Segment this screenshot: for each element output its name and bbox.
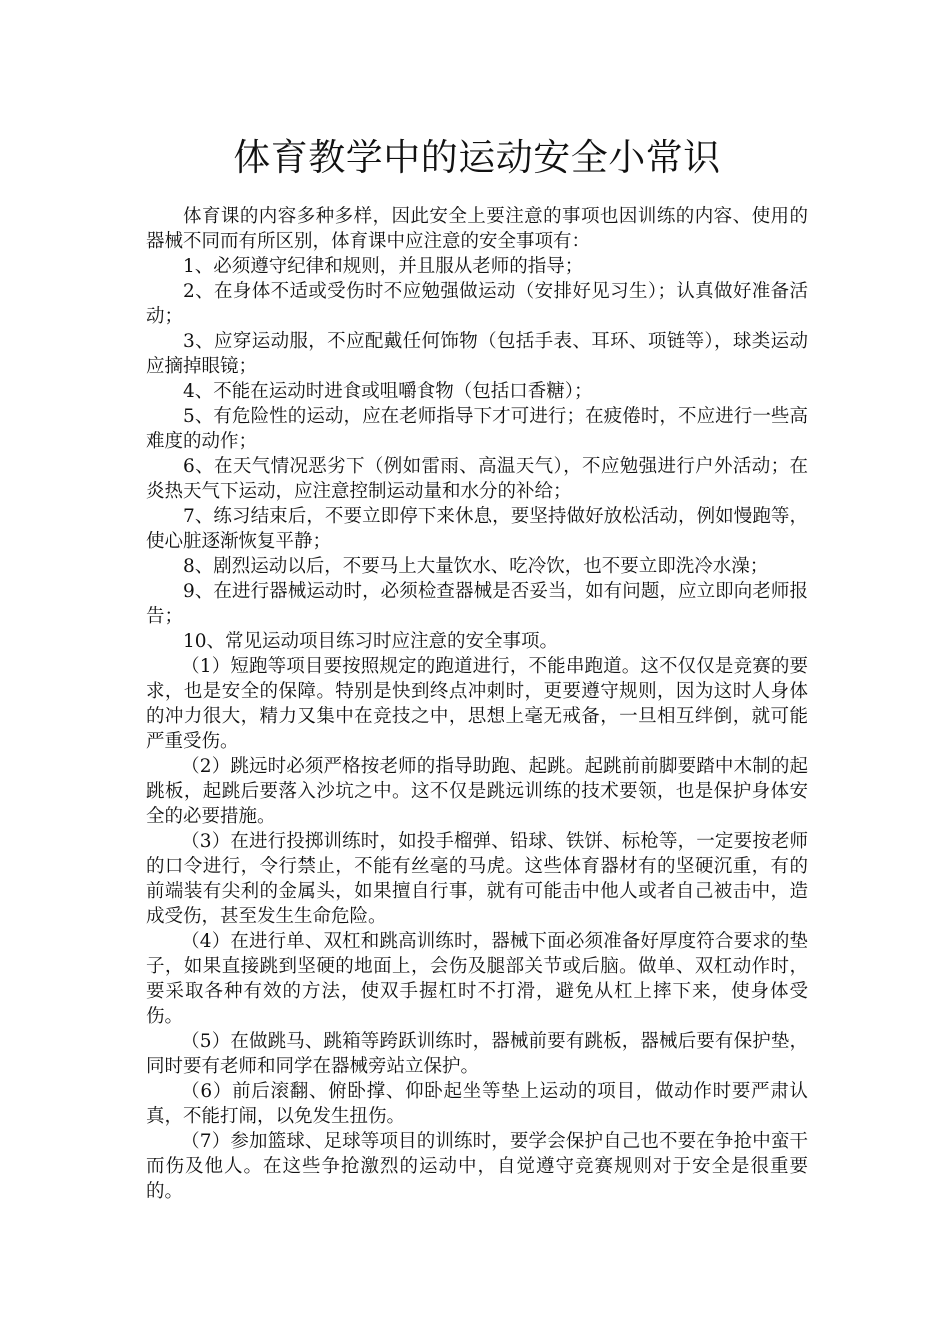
rule-item-4: 4、不能在运动时进食或咀嚼食物（包括口香糖）； [183,381,593,402]
document-page [146,130,808,1204]
sub-item-3: （3）在进行投掷训练时，如投手榴弹、铅球、铁饼、标枪等，一定要按老师的口令进行，令行禁止，不能有丝毫的马虎。这些体育器材有的坚硬沉重，有的前端装有尖利的金属头，如果擅自行事，就有可能击中他人或者自己被击中，造成受伤，甚至发生生命危险。 [146,831,808,927]
rule-item-7: 7、练习结束后，不要立即停下来休息，要坚持做好放松活动，例如慢跑等，使心脏逐渐恢复平静； [146,506,808,552]
sub-item-1: （1）短跑等项目要按照规定的跑道进行，不能串跑道。这不仅仅是竞赛的要求，也是安全的保障。特别是快到终点冲刺时，更要遵守规则，因为这时人身体的冲力很大，精力又集中在竞技之中，思想上毫无戒备，一旦相互绊倒，就可能严重受伤。 [146,656,808,752]
rule-item-1: 1、必须遵守纪律和规则，并且服从老师的指导； [183,256,584,277]
page-title: 体育教学中的运动安全小常识 [233,136,721,179]
sub-item-4: （4）在进行单、双杠和跳高训练时，器械下面必须准备好厚度符合要求的垫子，如果直接跳到坚硬的地面上，会伤及腿部关节或后脑。做单、双杠动作时，要采取各种有效的方法，使双手握杠时不打滑，避免从杠上摔下来，使身体受伤。 [146,931,808,1027]
sub-item-7: （7）参加篮球、足球等项目的训练时，要学会保护自己也不要在争抢中蛮干而伤及他人。在这些争抢激烈的运动中，自觉遵守竞赛规则对于安全是很重要的。 [146,1131,808,1202]
intro-paragraph: 体育课的内容多种多样，因此安全上要注意的事项也因训练的内容、使用的器械不同而有所区别，体育课中应注意的安全事项有： [146,206,808,252]
rule-item-5: 5、有危险性的运动，应在老师指导下才可进行；在疲倦时，不应进行一些高难度的动作； [146,406,808,452]
rule-item-8: 8、剧烈运动以后，不要马上大量饮水、吃冷饮，也不要立即洗冷水澡； [183,556,769,577]
rule-item-6: 6、在天气情况恶劣下（例如雷雨、高温天气），不应勉强进行户外活动；在炎热天气下运动，应注意控制运动量和水分的补给； [146,456,808,502]
document-body [146,204,808,1204]
rule-item-9: 9、在进行器械运动时，必须检查器械是否妥当，如有问题，应立即向老师报告； [146,581,808,627]
rule-item-10: 10、常见运动项目练习时应注意的安全事项。 [183,631,559,652]
rule-item-3: 3、应穿运动服，不应配戴任何饰物（包括手表、耳环、项链等），球类运动应摘掉眼镜； [146,331,808,377]
sub-item-6: （6）前后滚翻、俯卧撑、仰卧起坐等垫上运动的项目，做动作时要严肃认真，不能打闹，以免发生扭伤。 [146,1081,808,1127]
sub-item-5: （5）在做跳马、跳箱等跨跃训练时，器械前要有跳板，器械后要有保护垫，同时要有老师和同学在器械旁站立保护。 [146,1031,808,1077]
sub-item-2: （2）跳远时必须严格按老师的指导助跑、起跳。起跳前前脚要踏中木制的起跳板，起跳后要落入沙坑之中。这不仅是跳远训练的技术要领，也是保护身体安全的必要措施。 [146,756,808,827]
rule-item-2: 2、在身体不适或受伤时不应勉强做运动（安排好见习生）；认真做好准备活动； [146,281,808,327]
